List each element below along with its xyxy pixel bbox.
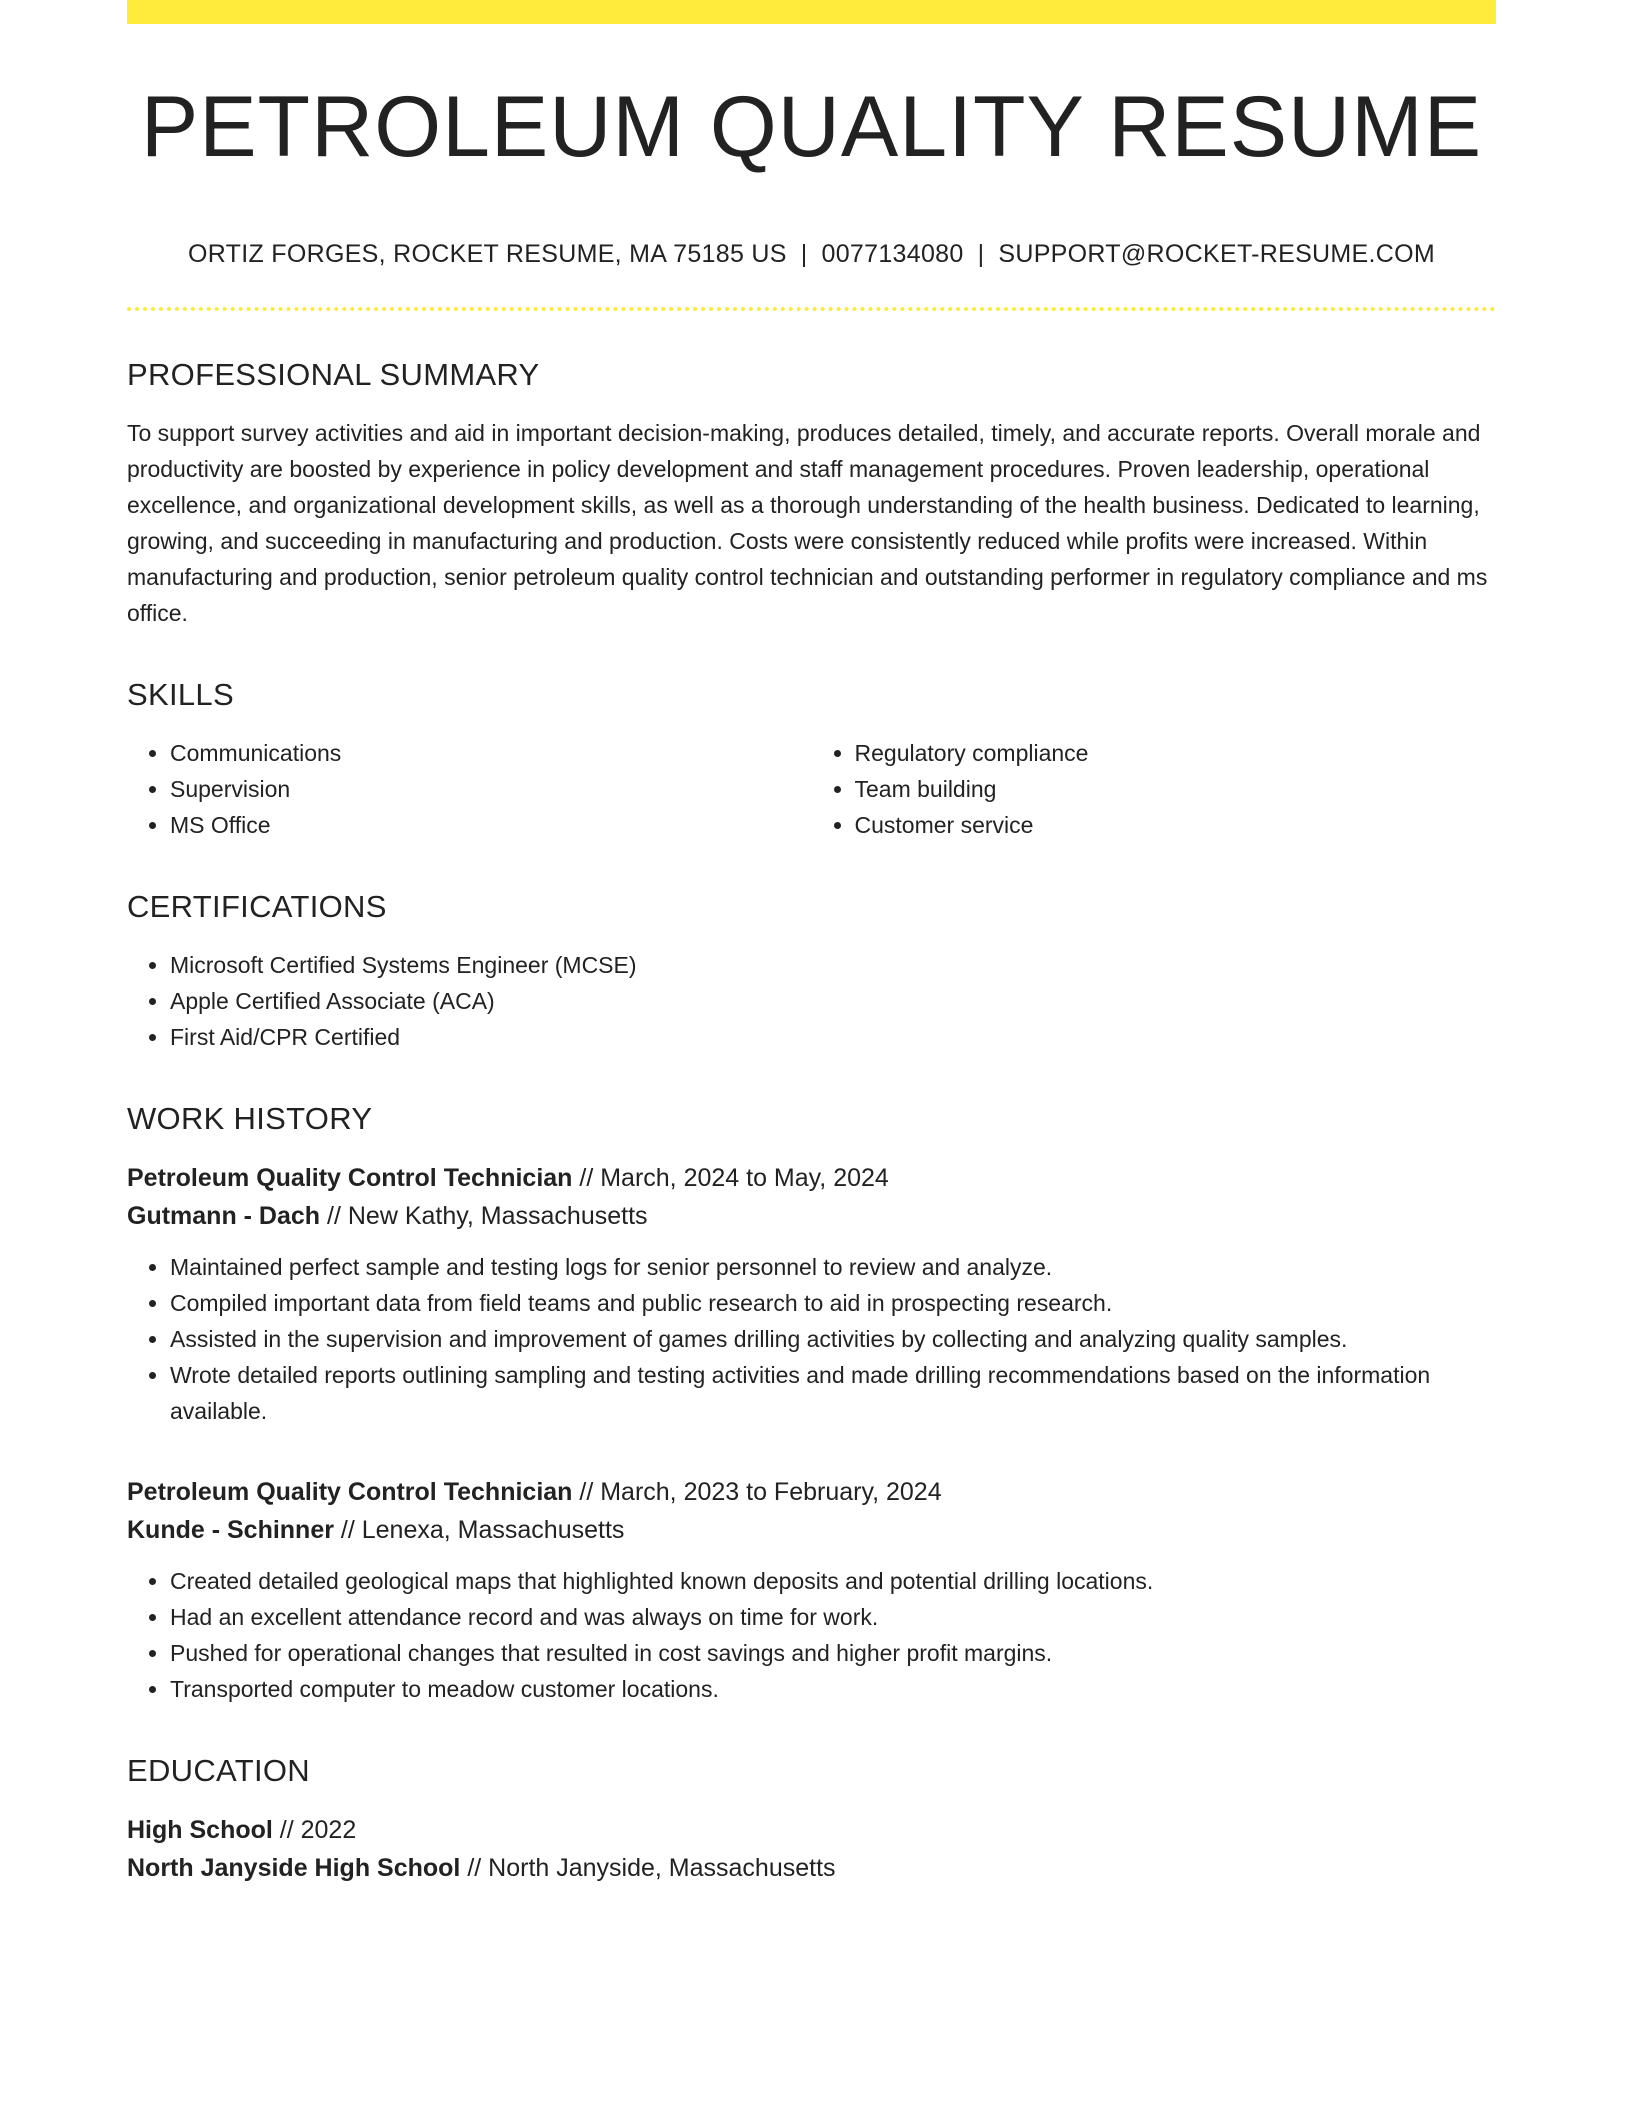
job-dates: // March, 2023 to February, 2024	[572, 1478, 942, 1506]
job-entry	[127, 1473, 1496, 1707]
education-year: // 2022	[272, 1816, 357, 1844]
job-dates: // March, 2024 to May, 2024	[572, 1164, 889, 1192]
job-title: Petroleum Quality Control Technician	[127, 1164, 573, 1192]
job-title: Petroleum Quality Control Technician	[127, 1478, 573, 1506]
education-degree: High School	[127, 1816, 273, 1844]
summary-text: To support survey activities and aid in important decision-making, produces detailed, timely, and accurate reports. Overall morale and productivity are boosted by experience in policy development and staff management procedures. Proven leadership, operational excellence, and organizational development skills, as well as a thorough understanding of the health business. Dedicated to learning, growing, and succeeding in manufacturing and production. Costs were consistently reduced while profits were increased. Within manufacturing and production, senior petroleum quality control technician and outstanding performer in regulatory compliance and ms office.	[127, 420, 1488, 626]
skill-item: • Communications	[170, 735, 812, 771]
skill-item: • Customer service	[855, 807, 1497, 843]
job-company-line	[127, 1511, 1496, 1549]
job-bullet: • Had an excellent attendance record and was always on time for work.	[170, 1599, 1496, 1635]
job-bullets	[127, 1563, 1496, 1707]
job-location: // Lenexa, Massachusetts	[333, 1516, 625, 1544]
education-school: North Janyside High School	[127, 1854, 461, 1882]
education-heading: EDUCATION	[127, 1753, 310, 1788]
job-bullet: • Pushed for operational changes that resulted in cost savings and higher profit margins.	[170, 1635, 1496, 1671]
education-entry	[127, 1811, 1496, 1887]
skills-list	[127, 735, 1496, 843]
skill-item: • Regulatory compliance	[855, 735, 1497, 771]
job-bullet: • Assisted in the supervision and improvement of games drilling activities by collecting and analyzing quality samples.	[170, 1321, 1496, 1357]
contact-phone: 0077134080	[821, 240, 964, 268]
summary-heading: PROFESSIONAL SUMMARY	[127, 357, 540, 392]
job-company: Gutmann - Dach	[127, 1202, 321, 1230]
education-location: // North Janyside, Massachusetts	[460, 1854, 836, 1882]
contact-address: ORTIZ FORGES, ROCKET RESUME, MA 75185 US	[188, 240, 787, 268]
education-school-line	[127, 1849, 1496, 1887]
job-bullet: • Maintained perfect sample and testing logs for senior personnel to review and analyze.	[170, 1249, 1496, 1285]
contact-separator: |	[800, 240, 808, 268]
contact-separator: |	[977, 240, 985, 268]
certifications-list	[127, 947, 1496, 1055]
job-bullet: • Compiled important data from field teams and public research to aid in prospecting research.	[170, 1285, 1496, 1321]
top-accent-bar	[127, 0, 1496, 24]
certification-item: • Microsoft Certified Systems Engineer (MCSE)	[170, 947, 1496, 983]
job-location: // New Kathy, Massachusetts	[320, 1202, 648, 1230]
certification-item: • Apple Certified Associate (ACA)	[170, 983, 1496, 1019]
resume-page	[127, 0, 1496, 1887]
job-bullet: • Wrote detailed reports outlining sampling and testing activities and made drilling recommendations based on the information available.	[170, 1357, 1496, 1429]
job-title-line	[127, 1159, 1496, 1197]
resume-title: PETROLEUM QUALITY RESUME	[140, 79, 1483, 175]
skill-item: • Team building	[855, 771, 1497, 807]
certification-item: • First Aid/CPR Certified	[170, 1019, 1496, 1055]
dotted-divider	[127, 307, 1496, 311]
contact-line	[127, 240, 1496, 269]
job-bullets	[127, 1249, 1496, 1429]
work-history-heading: WORK HISTORY	[127, 1101, 373, 1136]
job-company: Kunde - Schinner	[127, 1516, 334, 1544]
education-degree-line	[127, 1811, 1496, 1849]
skill-item: • MS Office	[170, 807, 812, 843]
skills-heading: SKILLS	[127, 677, 234, 712]
job-entry	[127, 1159, 1496, 1429]
skill-item: • Supervision	[170, 771, 812, 807]
job-bullet: • Transported computer to meadow customer locations.	[170, 1671, 1496, 1707]
job-bullet: • Created detailed geological maps that highlighted known deposits and potential drilling locations.	[170, 1563, 1496, 1599]
job-title-line	[127, 1473, 1496, 1511]
skills-right-column	[812, 735, 1497, 843]
job-company-line	[127, 1197, 1496, 1235]
contact-email: SUPPORT@ROCKET-RESUME.COM	[998, 240, 1435, 268]
certifications-heading: CERTIFICATIONS	[127, 889, 387, 924]
skills-left-column	[127, 735, 812, 843]
